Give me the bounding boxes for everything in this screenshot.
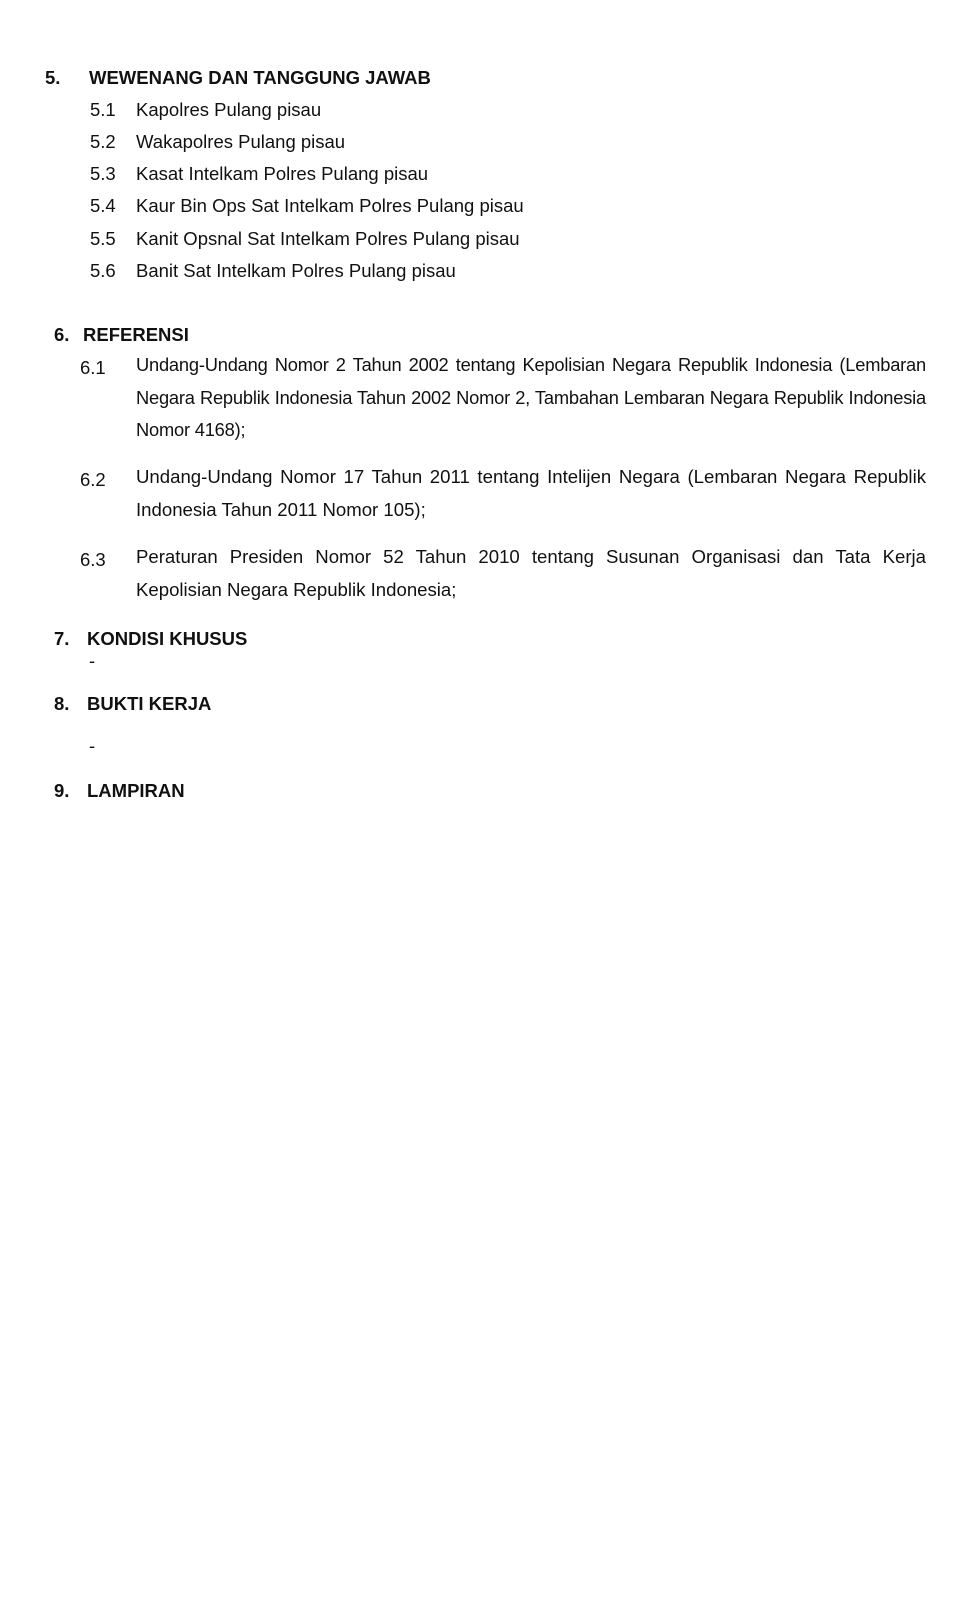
reference-number: 6.2 xyxy=(80,469,106,490)
item-text: Kanit Opsnal Sat Intelkam Polres Pulang pisau xyxy=(136,228,520,249)
item-text: Kaur Bin Ops Sat Intelkam Polres Pulang pisau xyxy=(136,195,524,216)
section-7-number: 7. xyxy=(54,628,70,649)
section-8-title: BUKTI KERJA xyxy=(87,693,212,714)
item-number: 5.1 xyxy=(90,99,116,120)
section-6-number: 6. xyxy=(54,324,70,345)
item-text: Kasat Intelkam Polres Pulang pisau xyxy=(136,163,429,184)
section-7-content: - xyxy=(89,650,96,671)
item-number: 5.4 xyxy=(90,195,116,216)
section-8-number: 8. xyxy=(54,693,70,714)
item-number: 5.3 xyxy=(90,163,116,184)
item-number: 5.2 xyxy=(90,131,116,152)
section-5-title: WEWENANG DAN TANGGUNG JAWAB xyxy=(89,67,431,88)
item-text: Banit Sat Intelkam Polres Pulang pisau xyxy=(136,260,456,281)
item-text: Kapolres Pulang pisau xyxy=(136,99,322,120)
reference-text: Peraturan Presiden Nomor 52 Tahun 2010 tentang Susunan Organisasi dan Tata Kerja Kepolisian Negara Republik Indonesia; xyxy=(136,546,926,600)
section-8-content: - xyxy=(89,735,96,756)
section-9-number: 9. xyxy=(54,780,70,801)
reference-number: 6.1 xyxy=(80,357,106,378)
item-number: 5.5 xyxy=(90,228,116,249)
section-7-title: KONDISI KHUSUS xyxy=(87,628,248,649)
section-5-number: 5. xyxy=(45,67,61,88)
section-9-title: LAMPIRAN xyxy=(87,780,185,801)
item-number: 5.6 xyxy=(90,260,116,281)
reference-text: Undang-Undang Nomor 17 Tahun 2011 tentang Intelijen Negara (Lembaran Negara Republik Indonesia Tahun 2011 Nomor 105); xyxy=(136,466,926,520)
section-6-title: REFERENSI xyxy=(83,324,189,345)
item-text: Wakapolres Pulang pisau xyxy=(136,131,346,152)
reference-number: 6.3 xyxy=(80,549,106,570)
reference-text: Undang-Undang Nomor 2 Tahun 2002 tentang Kepolisian Negara Republik Indonesia (Lembaran Negara Republik Indonesia Tahun 2002 Nomor 2, Tambahan Lembaran Negara Republik Indonesia Nomor 4168); xyxy=(136,354,926,440)
